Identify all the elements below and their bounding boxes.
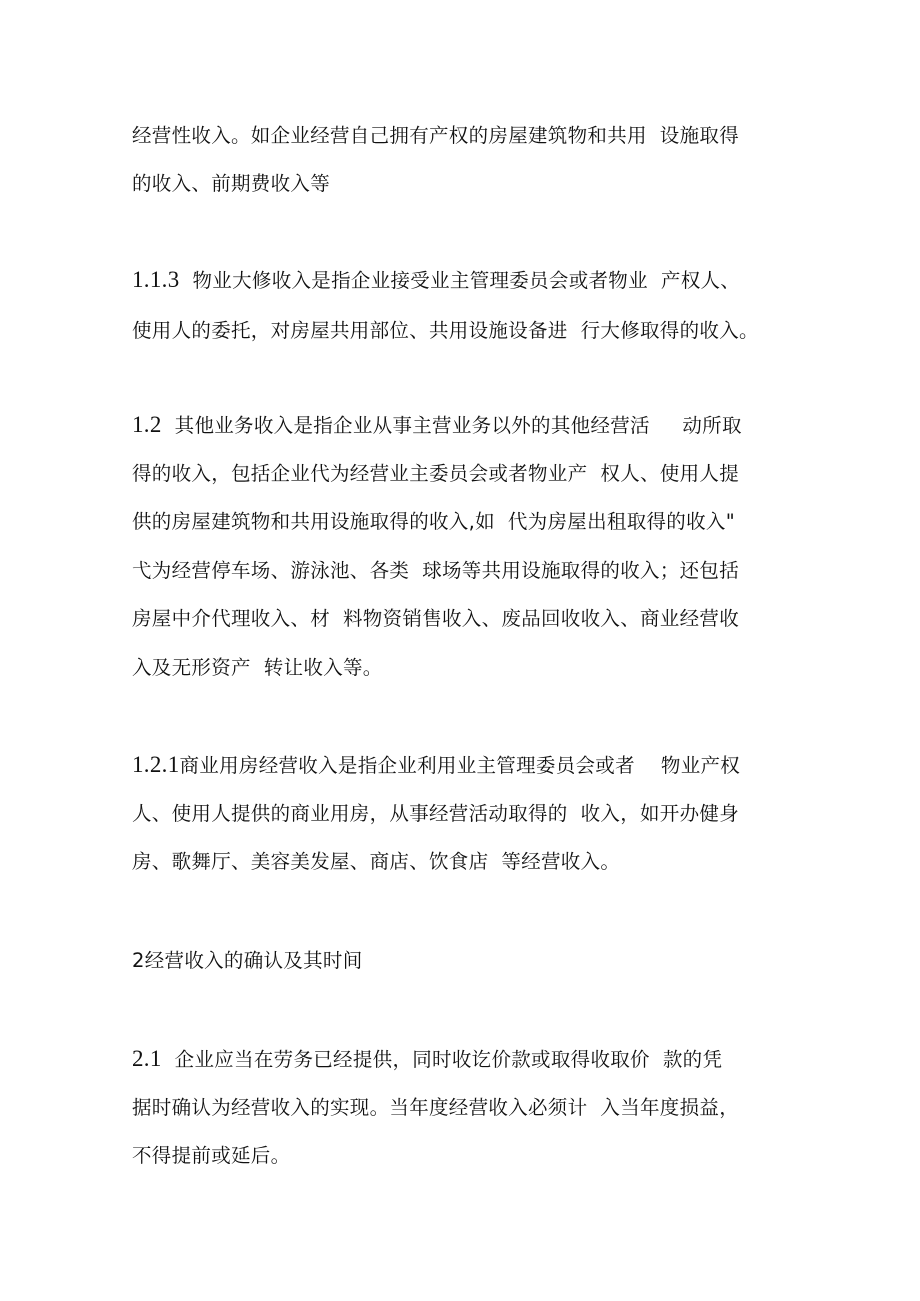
text-line bbox=[132, 947, 363, 975]
text-line: 弋为经营停车场、游泳池、各类 球场等共用设施取得的收入；还包括 bbox=[132, 559, 739, 582]
text-line bbox=[132, 411, 742, 440]
text-line: 房、歌舞厅、美容美发屋、商店、饮食店 等经营收入。 bbox=[132, 850, 621, 873]
text-line: 不得提前或延后。 bbox=[132, 1144, 291, 1167]
text-span: 企业应当在劳务已经提供，同时收讫价款或取得收取价 款的凭 bbox=[161, 1048, 723, 1071]
text-span: 物业大修收入是指企业接受业主管理委员会或者物业 产权人、 bbox=[179, 269, 741, 292]
section-number: 1.2.1 bbox=[132, 752, 180, 777]
section-number: 2 bbox=[132, 949, 145, 972]
text-line: 据时确认为经营收入的实现。当年度经营收入必须计 入当年度损益， bbox=[132, 1096, 739, 1119]
text-span: 其他业务收入是指企业从事主营业务以外的其他经营活 动所取 bbox=[161, 414, 742, 437]
text-line: 经营性收入。如企业经营自己拥有产权的房屋建筑物和共用 设施取得 bbox=[132, 124, 739, 147]
text-line: 房屋中介代理收入、材 料物资销售收入、废品回收收入、商业经营收 bbox=[132, 607, 739, 630]
text-line: 人、使用人提供的商业用房，从事经营活动取得的 收入，如开办健身 bbox=[132, 802, 739, 825]
text-line bbox=[132, 751, 740, 780]
text-line: 得的收入，包括企业代为经营业主委员会或者物业产 权人、使用人提 bbox=[132, 462, 739, 485]
text-line: 供的房屋建筑物和共用设施取得的收入,如 代为房屋出租取得的收入" bbox=[132, 510, 735, 533]
text-line: 使用人的委托，对房屋共用部位、共用设施设备进 行大修取得的收入。 bbox=[132, 319, 759, 342]
text-line bbox=[132, 266, 740, 295]
section-number: 2.1 bbox=[132, 1046, 162, 1071]
text-line: 入及无形资产 转让收入等。 bbox=[132, 656, 383, 679]
text-span: 经营收入的确认及其时间 bbox=[144, 949, 363, 972]
section-number: 1.1.3 bbox=[132, 267, 180, 292]
text-span: 商业用房经营收入是指企业利用业主管理委员会或者 物业产权 bbox=[179, 754, 741, 777]
text-line: 的收入、前期费收入等 bbox=[132, 172, 331, 195]
section-number: 1.2 bbox=[132, 412, 162, 437]
text-line bbox=[132, 1045, 722, 1074]
